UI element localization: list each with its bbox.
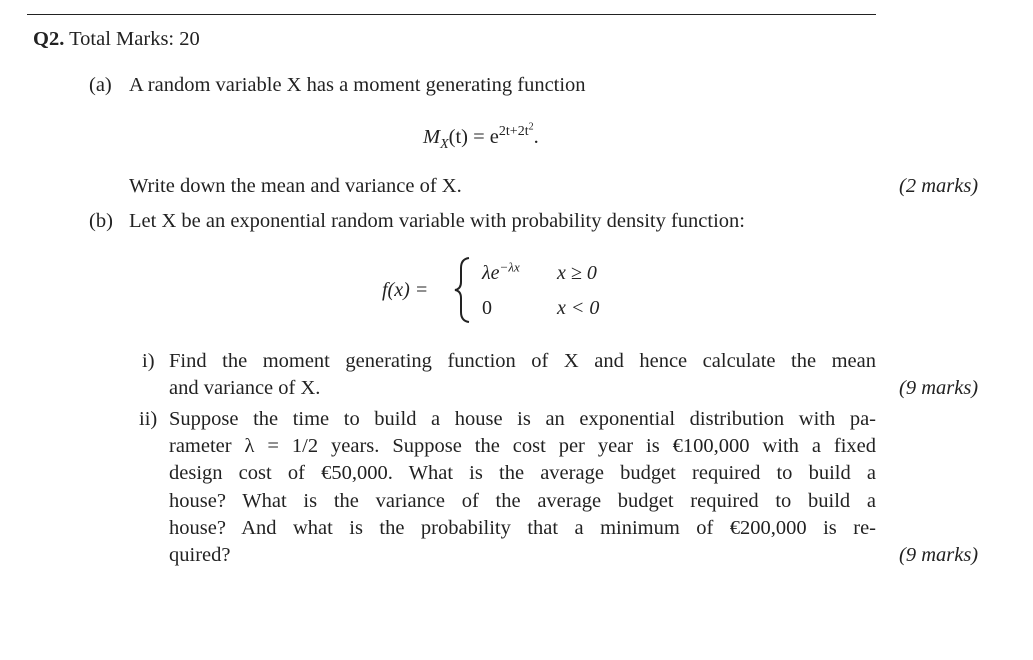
mgf-equation [423, 121, 539, 153]
sub-ii-line: rameter λ = 1/2 years. Suppose the cost per year is €100,000 with a fixed [169, 435, 876, 458]
sub-ii-line: quired? [169, 544, 231, 567]
part-a-label: (a) [89, 74, 112, 96]
pdf-lhs: f(x) = [382, 279, 429, 301]
sub-ii-marks: (9 marks) [899, 544, 979, 566]
sub-ii-line: Suppose the time to build a house is an exponential distribution with pa- [169, 408, 876, 430]
sub-i-line1: Find the moment generating function of X and hence calculate the mean [169, 350, 876, 372]
case2-value: 0 [482, 297, 492, 319]
sub-ii-line: design cost of €50,000. What is the average budget required to build a [169, 462, 876, 485]
part-a-marks: (2 marks) [899, 175, 979, 197]
total-marks: Total Marks: 20 [69, 28, 200, 50]
sub-i-line2: and variance of X. [169, 377, 321, 400]
part-a-intro: A random variable X has a moment generating function [129, 74, 586, 96]
part-a-task: Write down the mean and variance of X. [129, 175, 462, 197]
top-rule [27, 14, 876, 15]
question-header [33, 26, 200, 53]
sub-i-label: i) [142, 350, 155, 372]
mgf-m: M [423, 126, 441, 148]
case2-condition: x < 0 [557, 297, 600, 319]
part-b-label: (b) [89, 210, 113, 232]
sub-i-marks: (9 marks) [899, 377, 979, 399]
part-b-intro: Let X be an exponential random variable with probability density function: [129, 210, 745, 232]
question-number: Q2. [33, 28, 65, 50]
case1-value: $\lambda e^{-\lambda x}$ [482, 259, 520, 284]
sub-ii-label: ii) [139, 408, 158, 430]
sub-ii-line: house? And what is the probability that a minimum of €200,000 is re- [169, 516, 876, 539]
mgf-exp-pow: 2 [528, 121, 534, 133]
sub-ii-text [169, 406, 876, 569]
mgf-exp: 2t+2t [498, 124, 529, 140]
mgf-arg: (t) = e [448, 126, 499, 148]
case1-condition: x ≥ 0 [557, 262, 597, 284]
mgf-exponent [498, 121, 534, 140]
mgf-sub: X [440, 137, 449, 153]
sub-i-text [169, 348, 876, 402]
sub-ii-line: house? What is the variance of the average budget required to build a [169, 489, 876, 512]
left-brace-icon [453, 256, 473, 324]
mgf-end: . [533, 126, 539, 148]
